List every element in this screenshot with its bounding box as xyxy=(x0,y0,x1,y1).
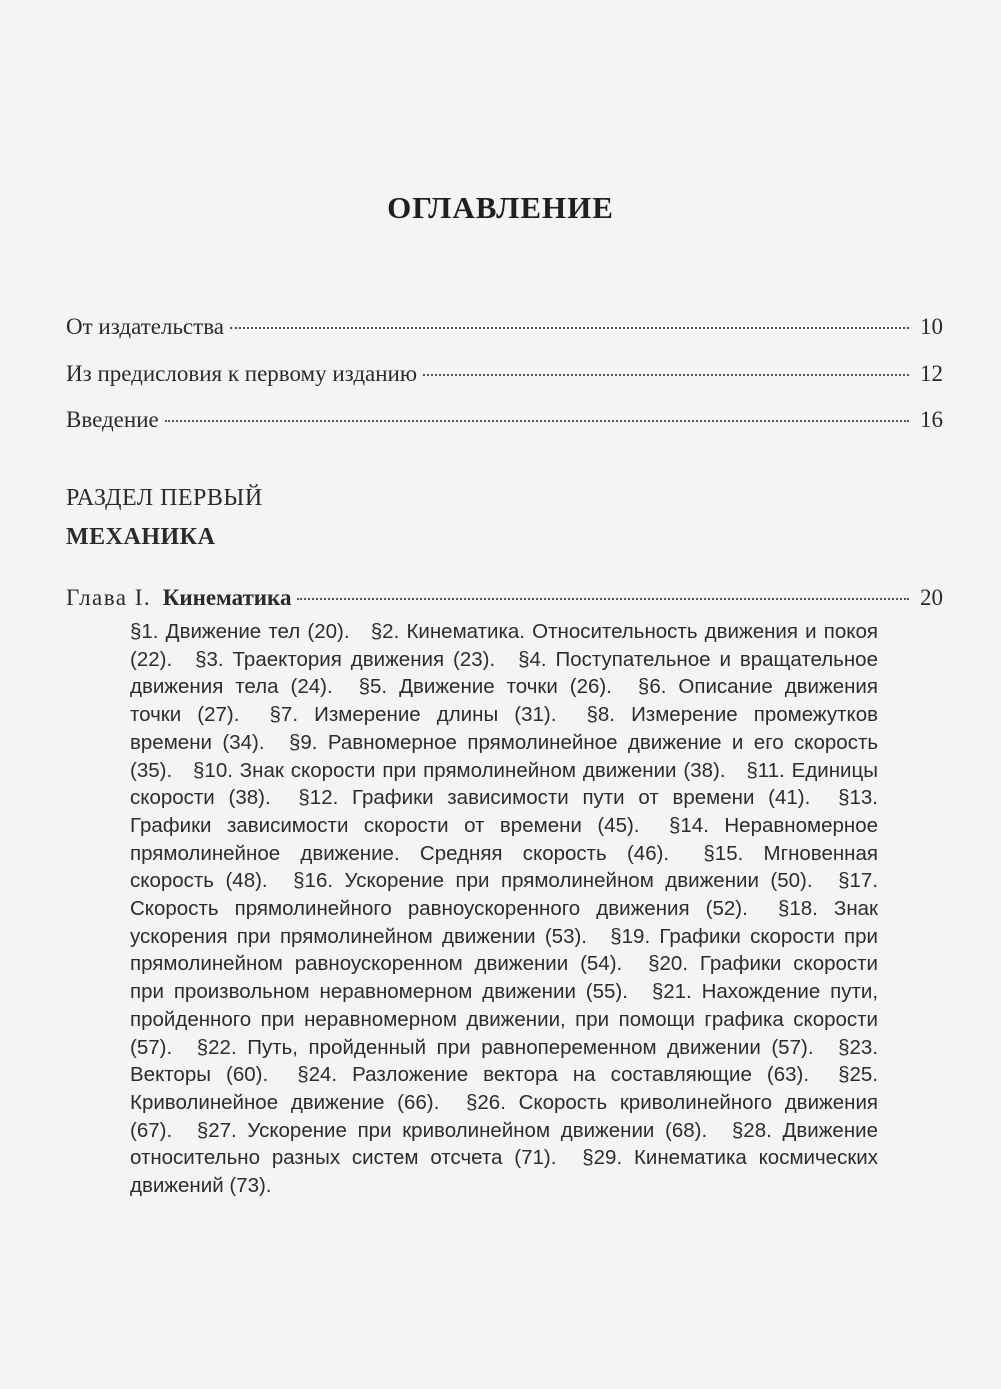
paragraph-entry[interactable]: §12. Графики зависимости пути от времени (41). xyxy=(298,786,811,810)
paragraph-entry[interactable]: §15. Мгновенная скорость (48). xyxy=(130,841,879,893)
paragraph-entry[interactable]: §1. Движение тел (20). xyxy=(130,620,350,643)
paragraph-entry[interactable]: §25. Криволинейное движение (66). xyxy=(130,1063,879,1114)
chapter-label xyxy=(66,583,291,613)
paragraph-entry[interactable]: §17. Скорость прямолинейного равноускоренного движения (52). xyxy=(130,869,879,921)
section-title: МЕХАНИКА xyxy=(66,524,216,550)
paragraph-entry[interactable]: §14. Неравномерное прямолинейное движение. Средняя скорость (46). xyxy=(130,813,878,865)
toc-entry-chapter-1[interactable] xyxy=(66,583,943,613)
paragraph-entry[interactable]: §29. Кинематика космических движений (73). xyxy=(130,1146,878,1198)
paragraph-entry[interactable]: §23. Векторы (60). xyxy=(130,1035,879,1087)
paragraph-entry[interactable]: §20. Графики скорости при произвольном неравномерном движении (55). xyxy=(130,952,878,1004)
paragraph-entry[interactable]: §5. Движение точки (26). xyxy=(358,675,612,699)
paragraph-entry[interactable]: §11. Единицы скорости (38). xyxy=(130,758,878,810)
dot-leader xyxy=(423,374,909,376)
paragraph-entry[interactable]: §24. Разложение вектора на составляющие (63). xyxy=(297,1063,810,1087)
toc-entry-page: 16 xyxy=(920,407,943,432)
toc-entry-publisher[interactable] xyxy=(66,312,943,342)
dot-leader xyxy=(297,598,909,600)
dot-leader xyxy=(230,327,909,329)
paragraph-entry[interactable]: §28. Движение относительно разных систем отсчета (71). xyxy=(130,1118,879,1170)
paragraph-entry[interactable]: §16. Ускорение при прямолинейном движении (50). xyxy=(293,869,813,893)
paragraph-entry[interactable]: §2. Кинематика. Относительность движения и покоя (22). xyxy=(130,620,879,671)
paragraph-entry[interactable]: §8. Измерение промежутков времени (34). xyxy=(130,703,878,754)
paragraph-entry[interactable]: §18. Знак ускорения при прямолинейном движении (53). xyxy=(130,897,879,948)
paragraph-entry[interactable]: §6. Описание движения точки (27). xyxy=(130,675,878,727)
toc-entry-page: 10 xyxy=(920,314,943,339)
chapter-page: 20 xyxy=(920,585,943,610)
paragraph-entry[interactable]: §26. Скорость криволинейного движения (67). xyxy=(130,1090,879,1142)
dot-leader xyxy=(165,420,909,422)
toc-entry-preface[interactable] xyxy=(66,359,943,389)
chapter-title: Кинематика xyxy=(162,585,292,610)
toc-entry-label: Введение xyxy=(66,407,159,432)
paragraph-entry[interactable]: §9. Равномерное прямолинейное движение и его скорость (35). xyxy=(130,730,879,782)
chapter-prefix: Глава I. xyxy=(66,585,152,610)
chapter-paragraph-list xyxy=(130,618,878,1200)
paragraph-entry[interactable]: §4. Поступательное и вращательное движения тела (24). xyxy=(130,647,878,699)
paragraph-entry[interactable]: §13. Графики зависимости скорости от времени (45). xyxy=(130,786,878,837)
toc-entry-label: Из предисловия к первому изданию xyxy=(66,361,418,386)
paragraph-entry[interactable]: §22. Путь, пройденный при равнопеременном движении (57). xyxy=(196,1035,814,1059)
paragraph-entry[interactable]: §7. Измерение длины (31). xyxy=(269,703,557,727)
paragraph-entry[interactable]: §27. Ускорение при криволинейном движении (68). xyxy=(196,1118,708,1142)
paragraph-entry[interactable]: §21. Нахождение пути, пройденного при неравномерном движении, при помощи графика скорости (57). xyxy=(130,980,879,1059)
toc-entry-label: От издательства xyxy=(66,314,224,339)
paragraph-entry[interactable]: §3. Траектория движения (23). xyxy=(195,647,496,671)
toc-entry-page: 12 xyxy=(920,361,943,386)
paragraph-entry[interactable]: §19. Графики скорости при прямолинейном равноускоренном движении (54). xyxy=(130,924,879,976)
toc-entry-introduction[interactable] xyxy=(66,405,943,435)
section-label: РАЗДЕЛ ПЕРВЫЙ xyxy=(66,485,263,511)
paragraph-entry[interactable]: §10. Знак скорости при прямолинейном движении (38). xyxy=(193,758,726,782)
page-title: ОГЛАВЛЕНИЕ xyxy=(387,190,614,225)
